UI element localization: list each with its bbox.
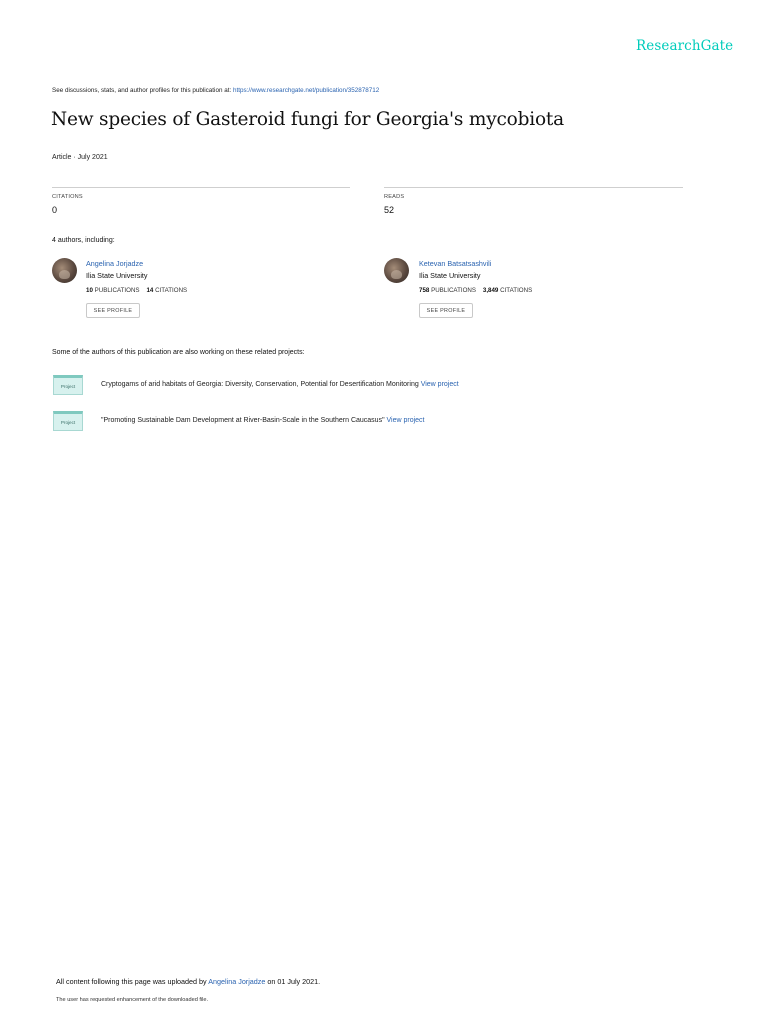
related-projects-heading: Some of the authors of this publication are also working on these related projects: xyxy=(52,349,305,356)
upload-notice xyxy=(56,977,320,986)
divider-citations xyxy=(52,187,350,188)
see-profile-button[interactable]: SEE PROFILE xyxy=(86,303,140,318)
publications-label: PUBLICATIONS xyxy=(94,287,140,294)
publications-count: 758 xyxy=(419,287,430,294)
author-institution: Ilia State University xyxy=(86,271,148,280)
project-item xyxy=(101,417,425,424)
citations-count: 14 xyxy=(146,287,154,294)
project-icon-label: Project xyxy=(60,383,76,389)
citations-count-label: CITATIONS xyxy=(500,287,533,294)
author-stats xyxy=(419,287,532,294)
project-icon xyxy=(53,375,83,395)
article-title: New species of Gasteroid fungi for Georgia's mycobiota xyxy=(51,109,564,130)
publication-url-link[interactable]: https://www.researchgate.net/publication/352878712 xyxy=(232,87,380,94)
article-meta: Article · July 2021 xyxy=(52,154,108,161)
publications-count: 10 xyxy=(86,287,93,294)
author-stats xyxy=(86,287,187,294)
project-item xyxy=(101,381,459,388)
reads-value: 52 xyxy=(384,205,395,215)
view-project-link[interactable]: View project xyxy=(420,381,459,388)
citations-count-label: CITATIONS xyxy=(155,287,188,294)
citations-label: CITATIONS xyxy=(52,194,83,200)
upload-prefix: All content following this page was uploaded by xyxy=(56,977,209,986)
project-title: "Promoting Sustainable Dam Development at River-Basin-Scale in the Southern Caucasus" xyxy=(101,417,387,424)
upload-suffix: on 01 July 2021. xyxy=(265,977,321,986)
author-name-link[interactable]: Angelina Jorjadze xyxy=(86,259,144,268)
authors-heading: 4 authors, including: xyxy=(52,237,115,244)
view-project-link[interactable]: View project xyxy=(386,417,425,424)
citations-count: 3,849 xyxy=(482,287,499,294)
project-icon-label: Project xyxy=(60,419,76,425)
discussions-text: See discussions, stats, and author profiles for this publication at: xyxy=(52,87,233,94)
avatar[interactable] xyxy=(52,258,77,283)
author-institution: Ilia State University xyxy=(419,271,481,280)
project-icon xyxy=(53,411,83,431)
uploader-link[interactable]: Angelina Jorjadze xyxy=(208,977,266,986)
author-name-link[interactable]: Ketevan Batsatsashvili xyxy=(419,259,492,268)
citations-value: 0 xyxy=(52,205,58,215)
see-profile-button[interactable]: SEE PROFILE xyxy=(419,303,473,318)
discussions-notice xyxy=(52,87,379,94)
researchgate-logo[interactable]: ResearchGate xyxy=(636,38,734,54)
avatar[interactable] xyxy=(384,258,409,283)
publications-label: PUBLICATIONS xyxy=(431,287,476,294)
enhancement-note: The user has requested enhancement of the downloaded file. xyxy=(56,997,209,1003)
project-title: Cryptogams of arid habitats of Georgia: Diversity, Conservation, Potential for Desertification Monitoring xyxy=(101,381,421,388)
divider-reads xyxy=(384,187,683,188)
reads-label: READS xyxy=(384,194,405,200)
